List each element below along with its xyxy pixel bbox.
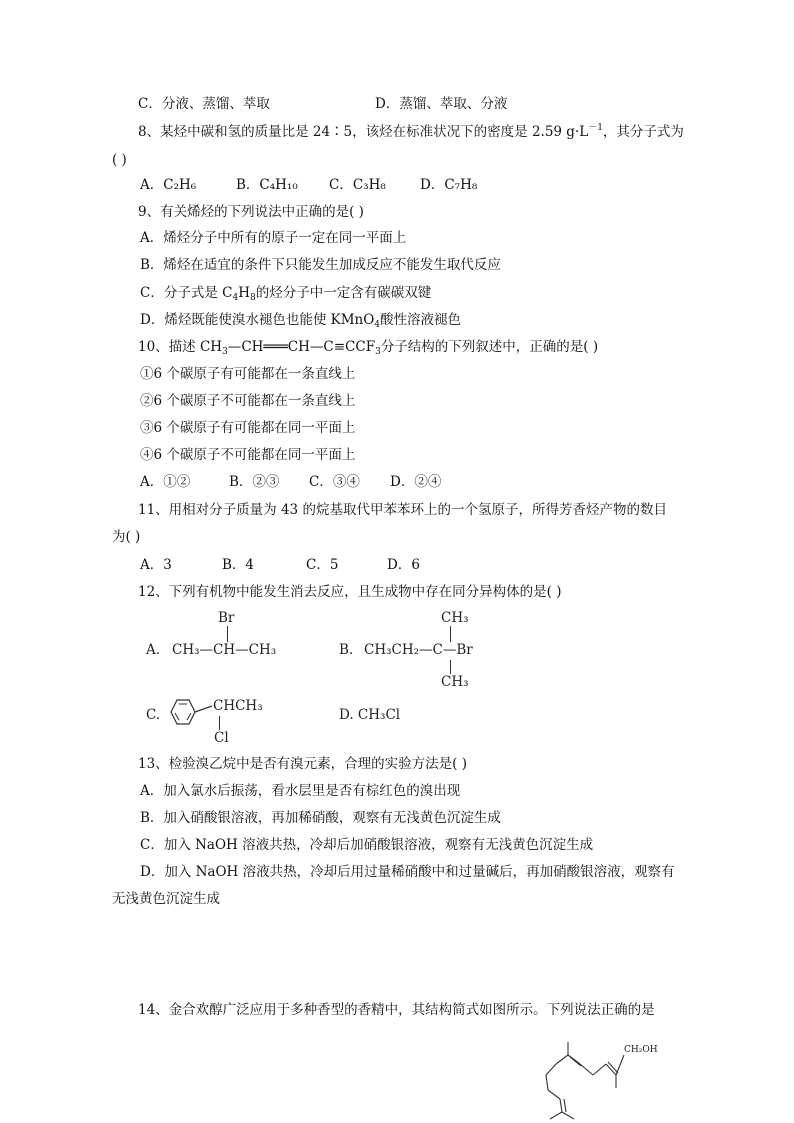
q10-stem-s2: 3 [375,347,381,357]
q13-option-c: C．加入 NaOH 溶液共热，冷却后加硝酸银溶液，观察有无浅黄色沉淀生成 [140,837,594,853]
q12-b-bottom: CH₃ [441,674,469,690]
q12-b-chain: CH₃CH₂—C—Br [364,642,473,658]
q10-stem-s1: 3 [222,347,228,357]
benzene-ring-icon [164,696,214,732]
q11-option-d: D．6 [387,557,420,573]
q8-option-a: A．C₂H₆ [140,177,197,193]
q10-stem-b: —CH═══CH—C≡CCF [227,339,376,355]
q10-option-b: B．②③ [229,474,280,490]
q8-stem [138,123,684,141]
q13-option-a: A．加入氯水后振荡，看水层里是否有棕红色的溴出现 [140,783,461,799]
q7-option-d: D．蒸馏、萃取、分液 [375,96,508,112]
q12-a-chain: CH₃—CH—CH₃ [172,642,277,658]
q10-stem-a: 10、描述 CH [138,339,223,355]
q8-option-b: B．C₄H₁₀ [236,177,298,193]
q12-b-bond-bottom [450,660,451,674]
q12-b-top: CH₃ [441,610,469,626]
q11-option-b: B．4 [222,557,255,573]
q10-item-4: ④6 个碳原子不可能都在同一平面上 [140,447,356,463]
q10-item-2: ②6 个碳原子不可能都在一条直线上 [140,393,356,409]
q9-stem: 9、有关烯烃的下列说法中正确的是( ) [138,204,364,220]
q11-option-c: C．5 [306,557,339,573]
q9-option-d-a: D．烯烃既能使溴水褪色也能使 KMnO [140,312,375,328]
q9-option-c [140,284,431,302]
q7-option-c: C．分液、蒸馏、萃取 [138,96,270,112]
q8-option-c: C．C₃H₈ [329,177,386,193]
q13-option-b: B．加入硝酸银溶液，再加稀硝酸，观察有无浅黄色沉淀生成 [140,810,501,826]
q9-option-a: A．烯烃分子中所有的原子一定在同一平面上 [140,230,407,246]
q13-option-d-line1: D．加入 NaOH 溶液共热，冷却后用过量稀硝酸中和过量碱后，再加硝酸银溶液，观察有 [140,864,675,880]
q12-c-chain: CHCH₃ [213,698,263,714]
q9-option-b: B．烯烃在适宜的条件下只能发生加成反应不能发生取代反应 [140,257,501,273]
q10-stem [138,338,598,356]
q10-item-3: ③6 个碳原子有可能都在同一平面上 [140,420,356,436]
q9-option-d-s: 4 [374,320,381,330]
q8-stem-text-a: 8、某烃中碳和氢的质量比是 24∶5，该烃在标准状况下的密度是 2.59 g·L [138,124,589,140]
q13-stem: 13、检验溴乙烷中是否有溴元素，合理的实验方法是( ) [138,756,468,772]
q12-a-bond [227,626,228,642]
q12-b-label: B. [339,642,354,658]
q11-stem-line1: 11、用相对分子质量为 43 的烷基取代甲苯苯环上的一个氢原子，所得芳香烃产物的数目 [138,502,667,518]
q10-option-d: D．②④ [390,474,442,490]
q9-option-d [140,311,461,329]
q12-a-br: Br [218,610,235,626]
q10-stem-c: 分子结构的下列叙述中，正确的是( ) [380,339,599,355]
q9-option-d-b: 酸性溶液褪色 [380,312,462,328]
q12-b-bond-top [450,626,451,642]
q11-stem-line2: 为( ) [112,529,141,545]
q12-c-label: C. [146,707,161,723]
q9-option-c-a: C．分子式是 C [140,285,233,301]
q8-option-d: D．C₇H₈ [420,177,478,193]
q9-option-c-b: H [238,285,250,301]
q10-option-c: C．③④ [309,474,360,490]
q12-d-text: D. CH₃Cl [339,707,401,723]
q14-stem: 14、金合欢醇广泛应用于多种香型的香精中，其结构简式如图所示。下列说法正确的是 [138,1002,655,1018]
q14-ch2oh-label: CH₂OH [624,1045,658,1055]
q8-stem-sup: －1 [588,123,603,133]
q12-c-bond [219,716,220,730]
farnesol-structure-diagram [538,1038,678,1120]
q11-option-a: A．3 [140,557,172,573]
q9-option-c-s1: 4 [232,293,239,303]
q12-stem: 12、下列有机物中能发生消去反应，且生成物中存在同分异构体的是( ) [138,584,562,600]
q12-a-label: A. [146,642,161,658]
q12-c-cl: Cl [214,730,229,746]
q10-option-a: A．①② [140,474,191,490]
q9-option-c-c: 的烃分子中一定含有碳碳双键 [255,285,432,301]
q10-item-1: ①6 个碳原子有可能都在一条直线上 [140,366,356,382]
q8-paren: ( ) [112,152,127,168]
q8-stem-text-b: ，其分子式为 [602,124,684,140]
q13-option-d-line2: 无浅黄色沉淀生成 [112,891,220,907]
q9-option-c-s2: 8 [249,293,256,303]
